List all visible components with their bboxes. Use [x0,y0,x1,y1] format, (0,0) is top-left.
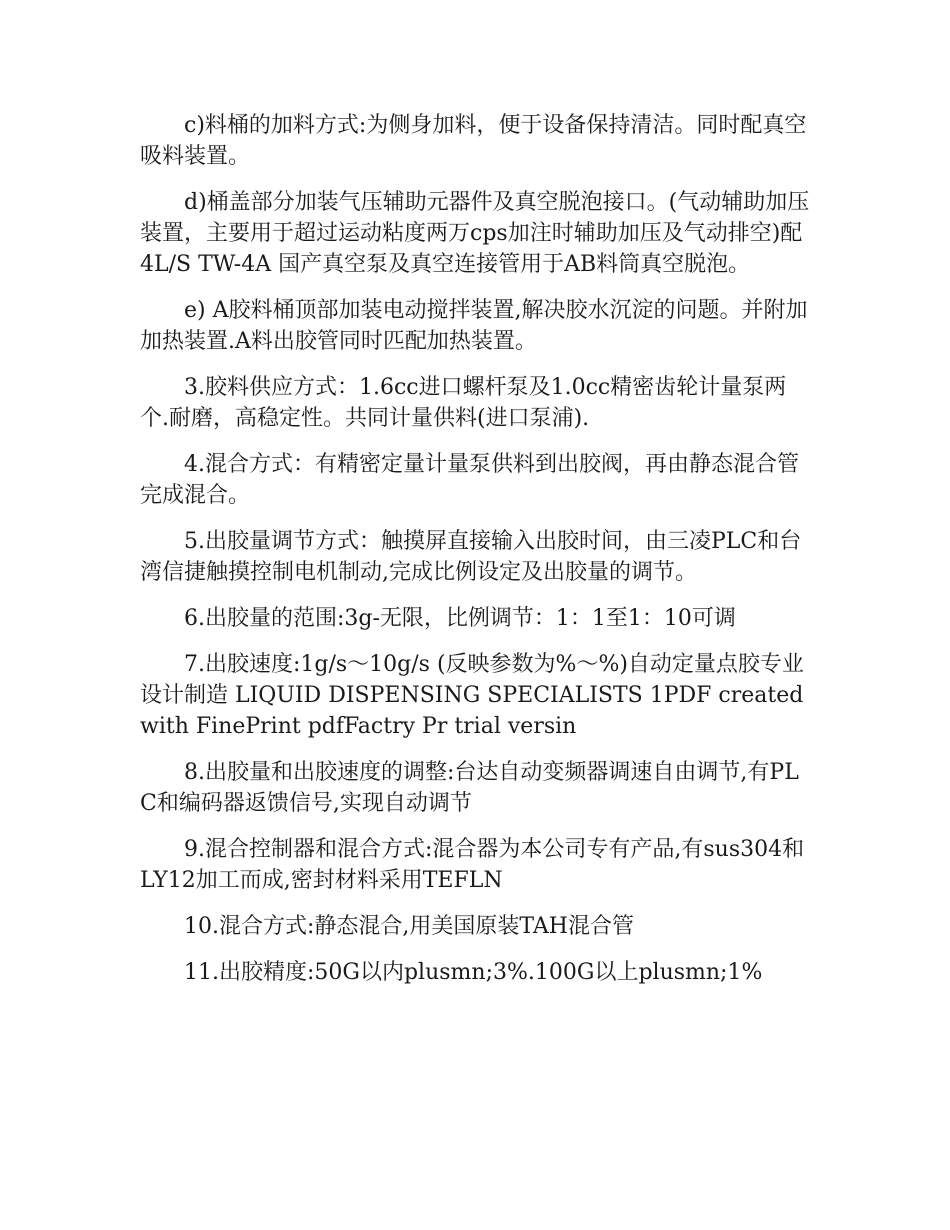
paragraph-9-mixing-controller: 9.混合控制器和混合方式:混合器为本公司专有产品,有sus304和LY12加工而成,密封材料采用TEFLN [140,837,805,893]
document-body [140,110,812,1003]
paragraph-3-supply-method: 3.胶料供应方式：1.6cc进口螺杆泵及1.0cc精密齿轮计量泵两个.耐磨，高稳定性。共同计量供料(进口泵浦). [140,375,787,431]
paragraph-c-feeding-method: c)料桶的加料方式:为侧身加料，便于设备保持清洁。同时配真空吸料装置。 [140,113,807,169]
paragraph-7-output-speed: 7.出胶速度:1g/s～10g/s (反映参数为%～%)自动定量点胶专业设计制造 LIQUID DISPENSING SPECIALISTS 1PDF created with FinePrint pdfFactry Pr trial versin [140,652,811,739]
paragraph-6-output-range: 6.出胶量的范围:3g-无限，比例调节：1：1至1：10可调 [184,606,736,631]
paragraph-4-mixing-method: 4.混合方式：有精密定量计量泵供料到出胶阀，再由静态混合管完成混合。 [140,452,799,508]
paragraph-d-lid-vacuum: d)桶盖部分加装气压辅助元器件及真空脱泡接口。(气动辅助加压装置，主要用于超过运动粘度两万cps加注时辅助加压及气动排空)配4L/S TW-4A 国产真空泵及真空连接管用于AB料筒真空脱泡。 [140,190,810,277]
paragraph-8-speed-adjustment: 8.出胶量和出胶速度的调整:台达自动变频器调速自由调节,有PLC和编码器返馈信号,实现自动调节 [140,760,799,816]
paragraph-5-output-adjustment: 5.出胶量调节方式：触摸屏直接输入出胶时间，由三凌PLC和台湾信捷触摸控制电机制动,完成比例设定及出胶量的调节。 [140,529,802,585]
paragraph-10-static-mixing: 10.混合方式:静态混合,用美国原装TAH混合管 [184,914,634,939]
paragraph-11-precision: 11.出胶精度:50G以内plusmn;3%.100G以上plusmn;1% [184,960,763,985]
paragraph-e-stirring-heating: e) A胶料桶顶部加装电动搅拌装置,解决胶水沉淀的问题。并附加加热装置.A料出胶管同时匹配加热装置。 [140,298,808,354]
